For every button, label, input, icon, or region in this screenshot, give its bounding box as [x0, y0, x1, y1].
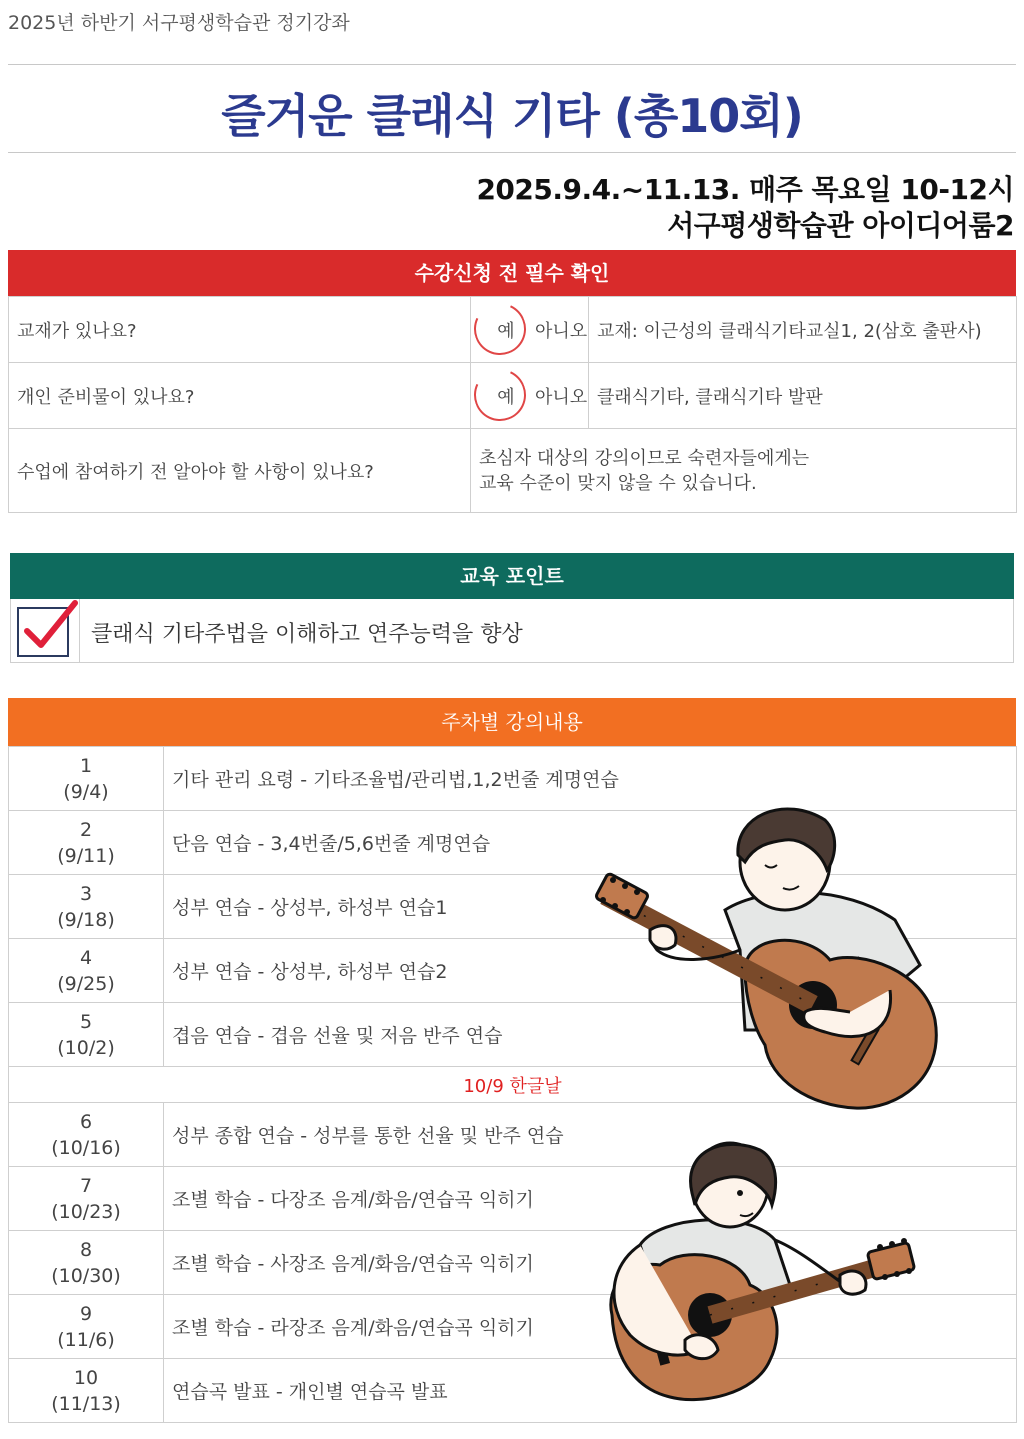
note-line: 교육 수준이 맞지 않을 수 있습니다.: [479, 472, 757, 494]
session-number: 3: [79, 882, 93, 905]
session-date: (9/25): [57, 972, 115, 995]
session-date: (9/11): [57, 844, 115, 867]
session-desc: 성부 종합 연습 - 성부를 통한 선율 및 반주 연습: [164, 1103, 1017, 1167]
session-desc: 조별 학습 - 라장조 음계/화음/연습곡 익히기: [164, 1295, 1017, 1359]
checklist-question: 개인 준비물이 있나요?: [9, 363, 471, 429]
yes-option: 예: [497, 386, 515, 408]
note-line: 초심자 대상의 강의이므로 숙련자들에게는: [479, 447, 810, 469]
checklist-row: [9, 363, 1017, 429]
session-number: 4: [79, 946, 93, 969]
education-point-text: 클래식 기타주법을 이해하고 연주능력을 향상: [91, 622, 523, 647]
session-date: (10/23): [51, 1200, 121, 1223]
session-desc: 겹음 연습 - 겹음 선율 및 저음 반주 연습: [164, 1003, 1017, 1067]
session-number: 7: [79, 1174, 93, 1197]
session-date: (10/16): [51, 1136, 121, 1159]
session-number: 10: [73, 1366, 99, 1389]
session-cell: [9, 875, 164, 939]
session-number: 1: [79, 754, 93, 777]
session-cell: [9, 1167, 164, 1231]
session-cell: [9, 1295, 164, 1359]
no-option: 아니오: [535, 320, 588, 342]
session-cell: [9, 1231, 164, 1295]
session-cell: [9, 1103, 164, 1167]
session-desc: 조별 학습 - 사장조 음계/화음/연습곡 익히기: [164, 1231, 1017, 1295]
session-number: 5: [79, 1010, 93, 1033]
session-desc: 성부 연습 - 상성부, 하성부 연습2: [164, 939, 1017, 1003]
session-date: (11/6): [57, 1328, 115, 1351]
top-label: 2025년 하반기 서구평생학습관 정기강좌: [8, 12, 350, 34]
divider: [79, 599, 80, 662]
checklist-row: [9, 429, 1017, 513]
session-number: 9: [79, 1302, 93, 1325]
checklist-row: [9, 297, 1017, 363]
session-cell: [9, 747, 164, 811]
session-cell: [9, 939, 164, 1003]
no-option: 아니오: [535, 386, 588, 408]
guitar-player-man-illustration: [595, 800, 945, 1115]
session-cell: [9, 1003, 164, 1067]
session-cell: [9, 811, 164, 875]
session-number: 8: [79, 1238, 93, 1261]
holiday-text: 10/9 한글날: [9, 1067, 1017, 1103]
checkbox-icon: [17, 607, 69, 657]
checklist-question: 교재가 있나요?: [9, 297, 471, 363]
session-number: 2: [79, 818, 93, 841]
session-cell: [9, 1359, 164, 1423]
weekly-heading: 주차별 강의내용: [8, 698, 1016, 746]
session-desc: 기타 관리 요령 - 기타조율법/관리법,1,2번줄 계명연습: [164, 747, 1017, 811]
selected-circle-icon: [467, 362, 534, 429]
education-point-row: [10, 599, 1014, 663]
checklist-note: 클래식기타, 클래식기타 발판: [589, 363, 1017, 429]
session-desc: 조별 학습 - 다장조 음계/화음/연습곡 익히기: [164, 1167, 1017, 1231]
session-desc: 단음 연습 - 3,4번줄/5,6번줄 계명연습: [164, 811, 1017, 875]
checkmark-icon: [17, 599, 81, 655]
page-title: 즐거운 클래식 기타 (총10회): [221, 89, 803, 143]
session-date: (9/18): [57, 908, 115, 931]
checklist-table: [8, 296, 1017, 513]
yes-no-choice: [471, 363, 589, 429]
session-date: (10/30): [51, 1264, 121, 1287]
session-desc: 연습곡 발표 - 개인별 연습곡 발표: [164, 1359, 1017, 1423]
session-date: (10/2): [57, 1036, 115, 1059]
guitar-player-woman-illustration: [600, 1135, 925, 1405]
checklist-note: 교재: 이근성의 클래식기타교실1, 2(삼호 출판사): [589, 297, 1017, 363]
education-point-heading: 교육 포인트: [10, 553, 1014, 599]
session-date: (11/13): [51, 1392, 121, 1415]
yes-no-choice: [471, 297, 589, 363]
session-number: 6: [79, 1110, 93, 1133]
checklist-question: 수업에 참여하기 전 알아야 할 사항이 있나요?: [9, 429, 471, 513]
divider: [8, 64, 1016, 65]
schedule-location: 서구평생학습관 아이디어룸2: [667, 209, 1014, 242]
checklist-heading: 수강신청 전 필수 확인: [8, 250, 1016, 296]
selected-circle-icon: [467, 296, 534, 363]
yes-option: 예: [497, 320, 515, 342]
divider: [8, 152, 1016, 153]
schedule-date: 2025.9.4.~11.13. 매주 목요일 10-12시: [476, 173, 1014, 206]
session-date: (9/4): [63, 780, 109, 803]
checklist-note: [471, 429, 1017, 513]
session-desc: 성부 연습 - 상성부, 하성부 연습1: [164, 875, 1017, 939]
